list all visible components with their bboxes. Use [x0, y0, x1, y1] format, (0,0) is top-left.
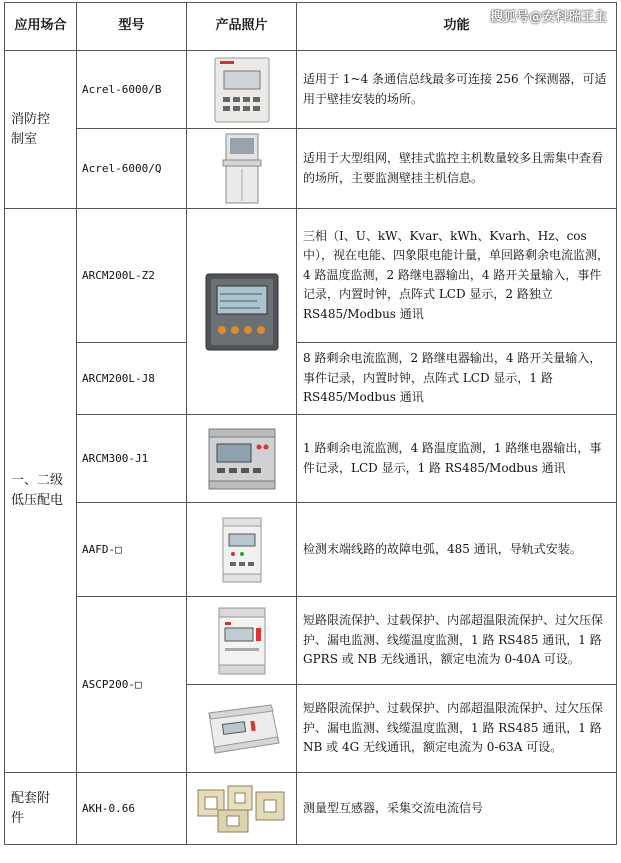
function-cell: 短路限流保护、过载保护、内部超温限流保护、过欠压保护、漏电监测、线缆温度监测，1 路 RS485 通讯，1 路 GPRS 或 NB 无线通讯，额定电流为 0-40A 可设。: [297, 597, 617, 685]
table-row: [5, 503, 617, 597]
function-cell: 三相（I、U、kW、Kvar、kWh、Kvarh、Hz、cos 中），视在电能、四象限电能计量，单回路剩余电流监测，4 路温度监测，2 路继电器输出，4 路开关量输入，事件记录，内置时钟，点阵式 LCD 显示，2 路独立 RS485/Modbus 通讯: [297, 209, 617, 343]
watermark: 搜狐号@安科瑞王主: [489, 10, 607, 25]
header-model: 型号: [77, 3, 187, 51]
table-row: [5, 129, 617, 209]
scene-cell: 一、二级低压配电: [5, 209, 77, 773]
table-row: [5, 415, 617, 503]
header-photo: 产品照片: [187, 3, 297, 51]
scene-cell: 消防控制室: [5, 51, 77, 209]
model-cell: ARCM300-J1: [77, 415, 187, 503]
product-table: [4, 2, 617, 845]
table-row: [5, 343, 617, 415]
model-cell: ARCM200L-Z2: [77, 209, 187, 343]
table-row: [5, 209, 617, 343]
arc-detector-image: [187, 503, 297, 597]
model-cell: Acrel-6000/B: [77, 51, 187, 129]
protector-wide-image: [187, 685, 297, 773]
model-cell: ASCP200-□: [77, 597, 187, 773]
header-function: 功能: [297, 3, 617, 51]
function-cell: 测量型互感器，采集交流电流信号: [297, 773, 617, 845]
table-row: [5, 51, 617, 129]
function-cell: 适用于大型组网，壁挂式监控主机数量较多且需集中查看的场所，主要监测壁挂主机信息。: [297, 129, 617, 209]
din-rail-meter-image: [187, 415, 297, 503]
model-cell: AAFD-□: [77, 503, 187, 597]
panel-meter-image: [187, 209, 297, 415]
table-row: [5, 597, 617, 685]
function-cell: 短路限流保护、过载保护、内部超温限流保护、过欠压保护、漏电监测、线缆温度监测，1 路 RS485 通讯，1 路 NB 或 4G 无线通讯，额定电流为 0-63A 可设。: [297, 685, 617, 773]
function-cell: 1 路剩余电流监测，4 路温度监测，1 路继电器输出，事件记录，LCD 显示，1 路 RS485/Modbus 通讯: [297, 415, 617, 503]
function-cell: 适用于 1~4 条通信总线最多可连接 256 个探测器，可适用于壁挂安装的场所。: [297, 51, 617, 129]
current-transformer-image: [187, 773, 297, 845]
function-cell: 检测末端线路的故障电弧，485 通讯，导轨式安装。: [297, 503, 617, 597]
function-cell: 8 路剩余电流监测，2 路继电器输出，4 路开关量输入，事件记录，内置时钟，点阵式 LCD 显示，1 路 RS485/Modbus 通讯: [297, 343, 617, 415]
protector-image: [187, 597, 297, 685]
header-scene: 应用场合: [5, 3, 77, 51]
scene-cell: 配套附件: [5, 773, 77, 845]
cabinet-fire-controller-image: [187, 129, 297, 209]
model-cell: ARCM200L-J8: [77, 343, 187, 415]
model-cell: Acrel-6000/Q: [77, 129, 187, 209]
model-cell: AKH-0.66: [77, 773, 187, 845]
wall-fire-controller-image: [187, 51, 297, 129]
table-row: [5, 773, 617, 845]
